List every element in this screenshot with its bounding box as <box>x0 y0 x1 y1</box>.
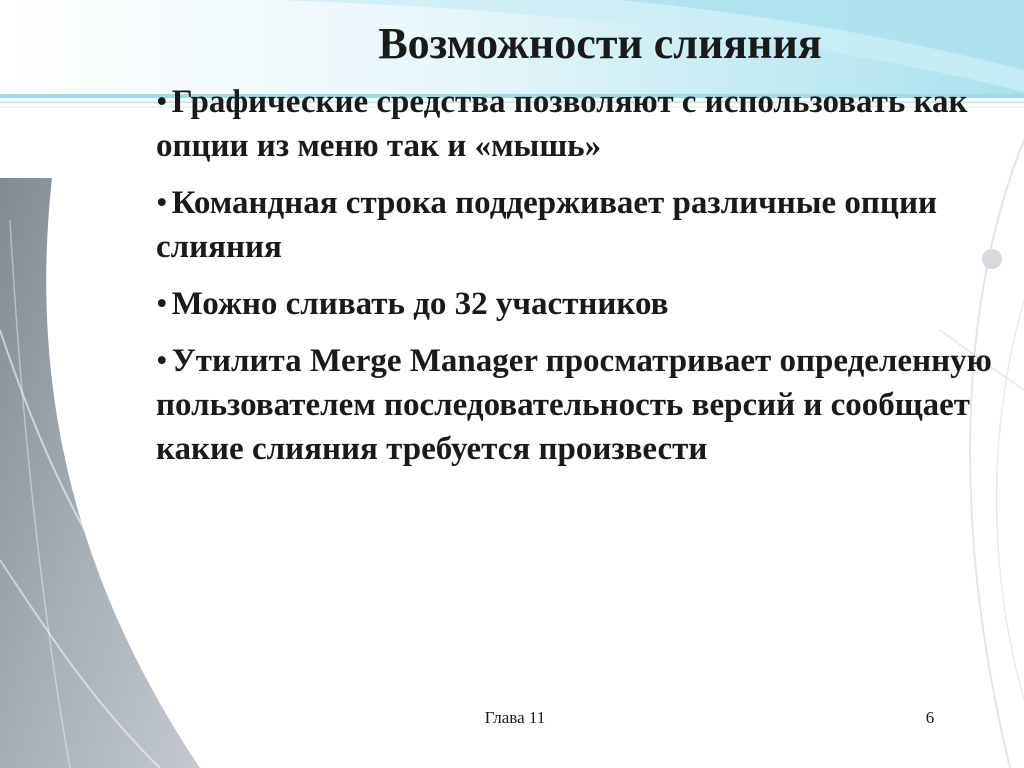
bullet-symbol: • <box>156 286 168 322</box>
bullet-text-4: Утилита Merge Manager просматривает определенную пользователем последовательность версий и сообщает какие слияния требуется произвести <box>156 343 992 467</box>
bullet-text-3: Можно сливать до 32 участников <box>171 286 669 322</box>
footer-page-number: 6 <box>925 708 935 727</box>
bullet-symbol: • <box>156 84 168 120</box>
slide-title: Возможности слияния <box>378 19 822 68</box>
footer-chapter: Глава 11 <box>484 708 546 727</box>
bullet-item-2 <box>156 181 996 269</box>
bullet-text-2: Командная строка поддерживает различные опции слияния <box>156 185 937 265</box>
bullet-symbol: • <box>156 185 168 221</box>
bullet-item-3 <box>156 282 996 326</box>
bullet-item-4 <box>156 339 996 471</box>
bullet-item-1 <box>156 80 996 168</box>
bullet-text-1: Графические средства позволяют с использовать как опции из меню так и «мышь» <box>156 84 968 164</box>
bullet-symbol: • <box>156 343 168 379</box>
right-globe-arc-2 <box>997 300 1024 700</box>
bullet-list <box>156 80 996 484</box>
